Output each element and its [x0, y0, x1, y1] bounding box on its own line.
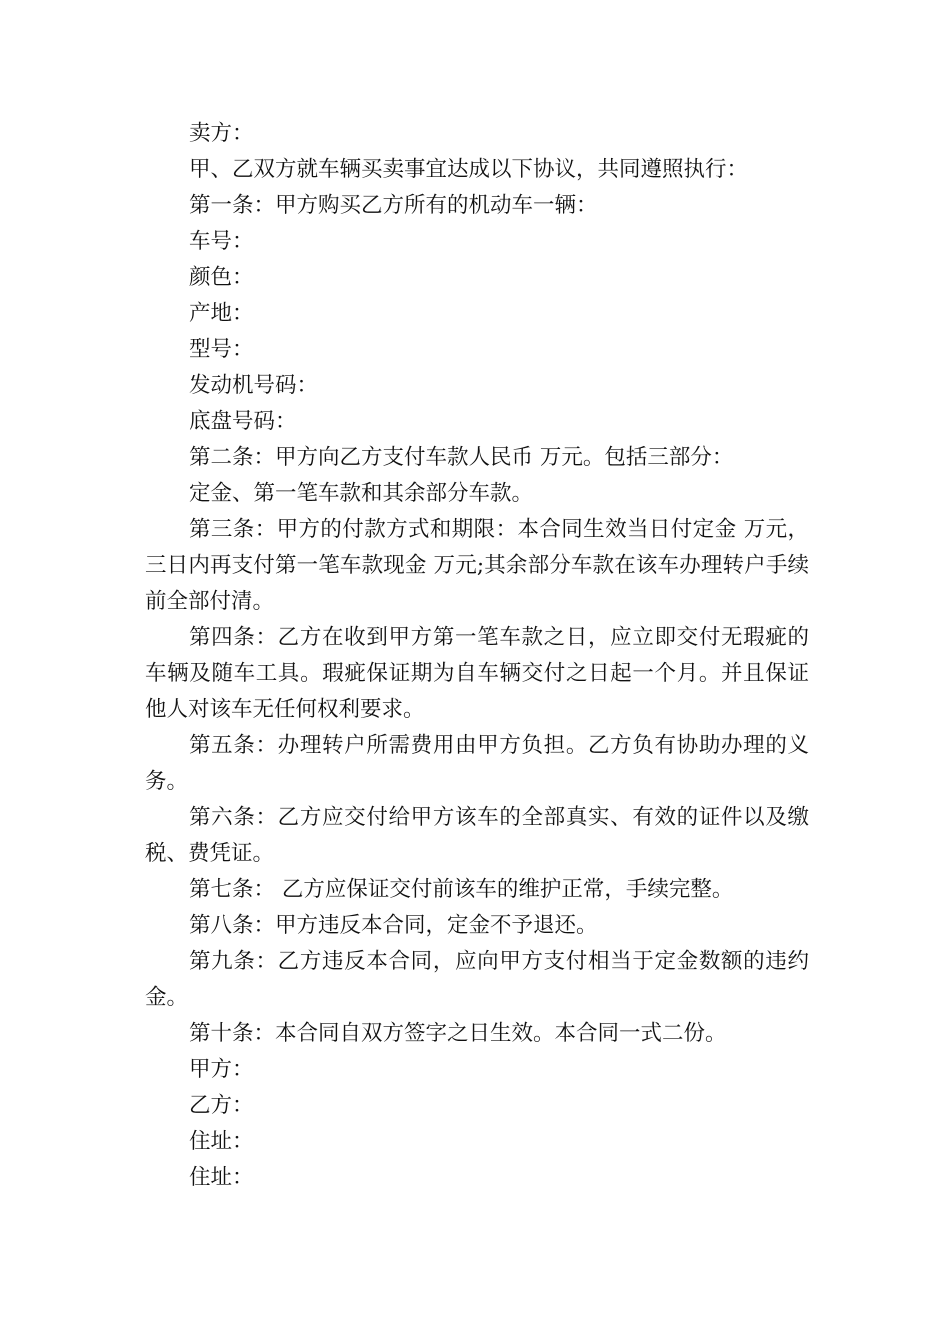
article-1: 第一条：甲方购买乙方所有的机动车一辆：: [189, 193, 598, 218]
article-7: 第七条： 乙方应保证交付前该车的维护正常，手续完整。: [189, 877, 734, 902]
agreement-intro: 甲、乙双方就车辆买卖事宜达成以下协议，共同遵照执行：: [189, 157, 749, 182]
article-2: 第二条：甲方向乙方支付车款人民币 万元。包括三部分：: [189, 445, 734, 470]
article-9: 第九条：乙方违反本合同，应向甲方支付相当于定金数额的违约金。: [145, 949, 809, 1010]
article-8: 第八条：甲方违反本合同，定金不予退还。: [189, 913, 598, 938]
seller-line: 卖方：: [189, 121, 254, 146]
article-3: 第三条：甲方的付款方式和期限：本合同生效当日付定金 万元，三日内再支付第一笔车款现金 万元;其余部分车款在该车办理转户手续前全部付清。: [145, 517, 809, 614]
article-10: 第十条：本合同自双方签字之日生效。本合同一式二份。: [189, 1021, 727, 1046]
chassis-number-line: 底盘号码：: [189, 409, 297, 434]
article-4: 第四条：乙方在收到甲方第一笔车款之日，应立即交付无瑕疵的车辆及随车工具。瑕疵保证期为自车辆交付之日起一个月。并且保证他人对该车无任何权利要求。: [145, 625, 809, 722]
party-b-address-line: 住址：: [189, 1165, 254, 1190]
party-a-address-line: 住址：: [189, 1129, 254, 1154]
model-line: 型号：: [189, 337, 254, 362]
party-b-signature-line: 乙方：: [189, 1093, 254, 1118]
party-a-signature-line: 甲方：: [189, 1057, 254, 1082]
article-6: 第六条：乙方应交付给甲方该车的全部真实、有效的证件以及缴税、费凭证。: [145, 805, 809, 866]
article-2-continued: 定金、第一笔车款和其余部分车款。: [189, 481, 534, 506]
article-5: 第五条：办理转户所需费用由甲方负担。乙方负有协助办理的义务。: [145, 733, 809, 794]
color-line: 颜色：: [189, 265, 254, 290]
document-body: [145, 116, 809, 1196]
origin-line: 产地：: [189, 301, 254, 326]
plate-number-line: 车号：: [189, 229, 254, 254]
engine-number-line: 发动机号码：: [189, 373, 319, 398]
